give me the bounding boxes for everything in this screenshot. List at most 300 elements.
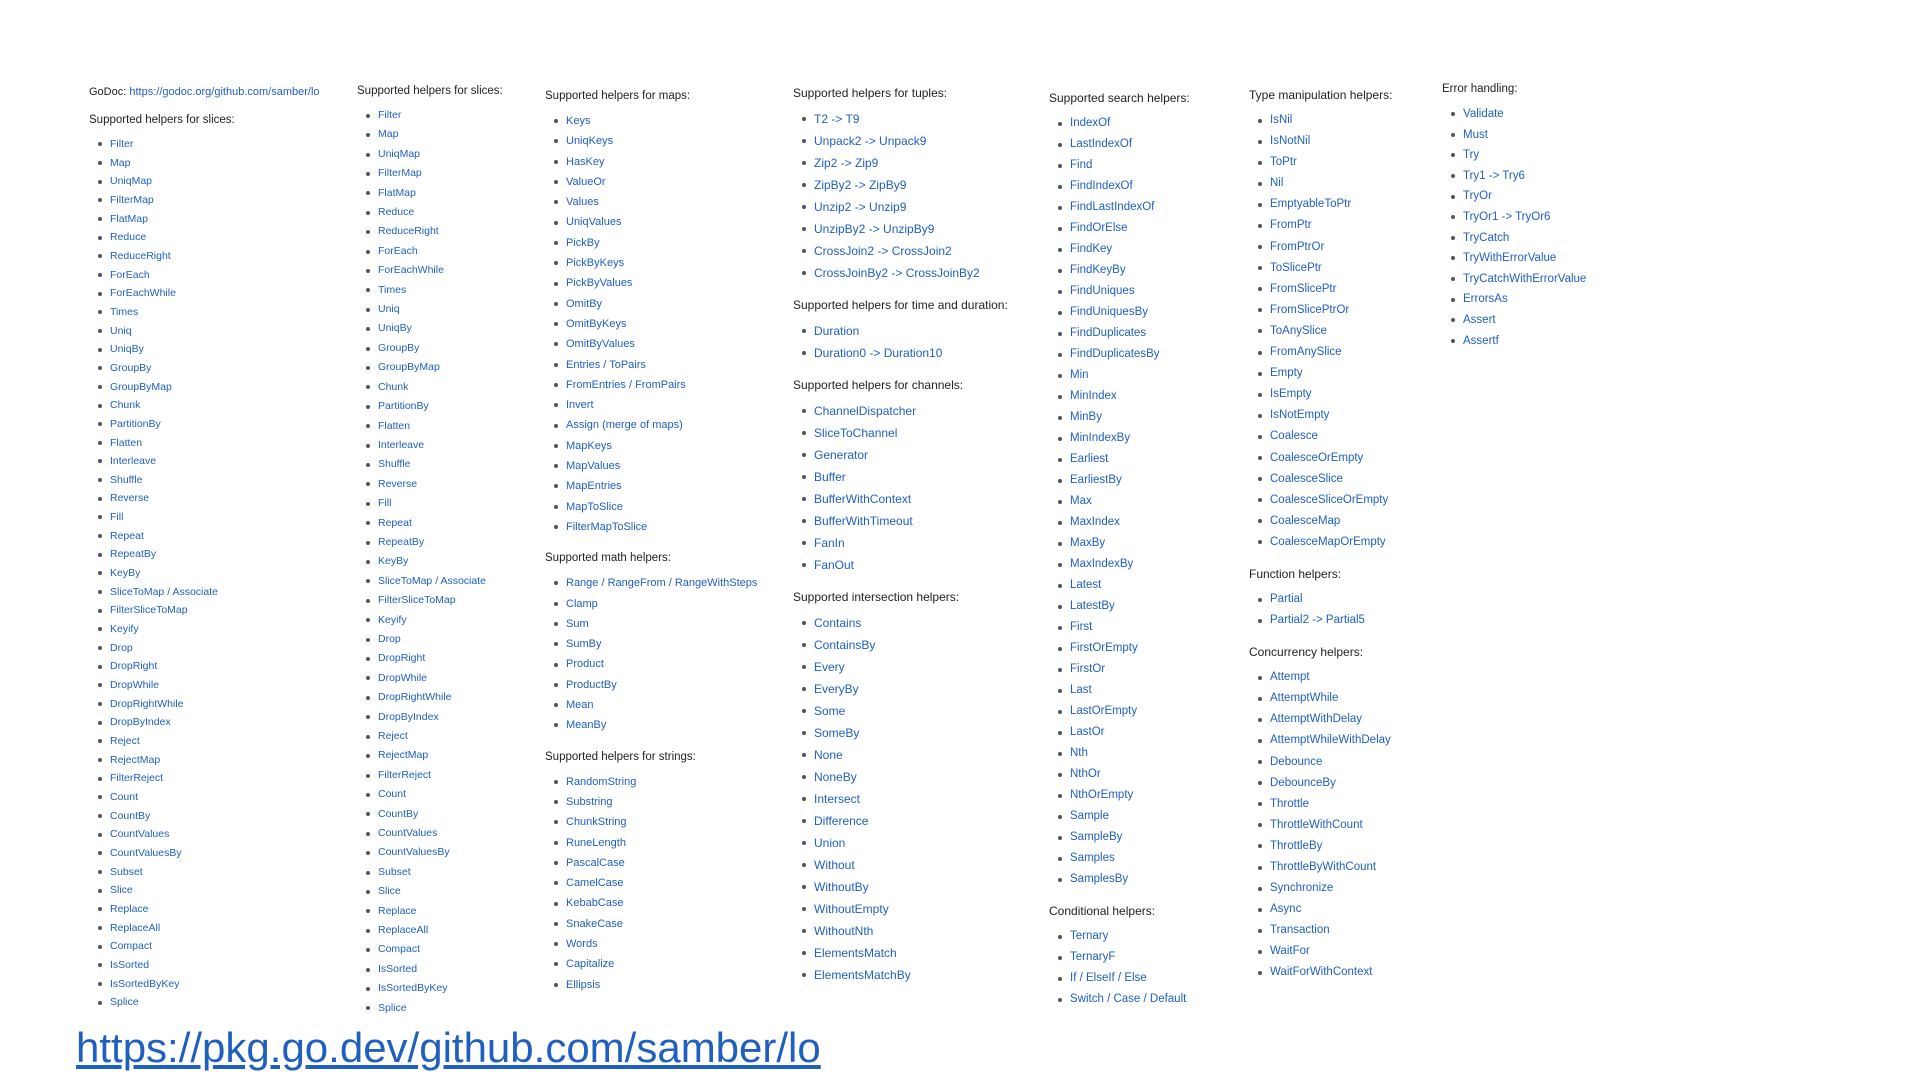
helper-link-interleave[interactable]: Interleave (110, 455, 157, 468)
helper-link-issortedbykey[interactable]: IsSortedByKey (378, 982, 448, 995)
helper-link-maxindex[interactable]: MaxIndex (1070, 516, 1120, 528)
helper-link-fromanyslice[interactable]: FromAnySlice (1270, 346, 1342, 359)
helper-link-fill[interactable]: Fill (110, 511, 124, 524)
helper-link-valueor[interactable]: ValueOr (566, 175, 606, 188)
helper-link-tryor1-tryor6[interactable]: TryOr1 -> TryOr6 (1463, 210, 1551, 223)
helper-link-withoutnth[interactable]: WithoutNth (814, 924, 874, 938)
helper-link-entries-topairs[interactable]: Entries / ToPairs (566, 358, 646, 371)
helper-link-reverse[interactable]: Reverse (378, 477, 418, 490)
helper-link-everyby[interactable]: EveryBy (814, 682, 859, 696)
list-item (98, 620, 320, 639)
helper-link-foreach[interactable]: ForEach (378, 244, 418, 257)
helper-link-maptoslice[interactable]: MapToSlice (566, 500, 623, 513)
helper-link-times[interactable]: Times (378, 283, 407, 296)
helper-link-tosliceptr[interactable]: ToSlicePtr (1270, 261, 1322, 274)
helper-link-zip2-zip9[interactable]: Zip2 -> Zip9 (814, 156, 879, 170)
helper-link-countvalues[interactable]: CountValues (378, 827, 438, 840)
helper-link-dropwhile[interactable]: DropWhile (110, 679, 160, 692)
helper-link-t2-t9[interactable]: T2 -> T9 (814, 112, 860, 126)
list-item (802, 810, 1008, 832)
helper-link-throttlewithcount[interactable]: ThrottleWithCount (1270, 818, 1363, 831)
helper-link-interleave[interactable]: Interleave (378, 438, 425, 451)
helper-link-try[interactable]: Try (1463, 149, 1480, 162)
helper-link-reduce[interactable]: Reduce (110, 231, 147, 244)
helper-link-intersect[interactable]: Intersect (814, 792, 861, 806)
helper-link-errorsas[interactable]: ErrorsAs (1463, 293, 1508, 306)
helper-link-foreachwhile[interactable]: ForEachWhile (110, 287, 176, 300)
helper-link-duration0-duration10[interactable]: Duration0 -> Duration10 (814, 346, 943, 360)
helper-link-map[interactable]: Map (378, 128, 399, 141)
helper-link-dropright[interactable]: DropRight (110, 660, 158, 673)
helper-link-countby[interactable]: CountBy (110, 809, 151, 822)
helper-link-coalesce[interactable]: Coalesce (1270, 430, 1318, 443)
helper-link-earliest[interactable]: Earliest (1070, 453, 1109, 465)
helper-link-reduce[interactable]: Reduce (378, 206, 415, 219)
helper-link-crossjoinby2-crossjoinby2[interactable]: CrossJoinBy2 -> CrossJoinBy2 (814, 266, 980, 280)
helper-link-sample[interactable]: Sample (1070, 810, 1109, 822)
helper-link-trycatchwitherrorvalue[interactable]: TryCatchWithErrorValue (1463, 272, 1587, 285)
list-item (1258, 237, 1392, 258)
helper-link-sampleby[interactable]: SampleBy (1070, 831, 1123, 843)
helper-link-findduplicates[interactable]: FindDuplicates (1070, 327, 1147, 339)
list-item (1258, 857, 1392, 878)
list-item (554, 415, 757, 435)
helper-link-findorelse[interactable]: FindOrElse (1070, 222, 1128, 234)
list-item (1058, 533, 1190, 554)
helper-link-fill[interactable]: Fill (378, 497, 392, 510)
helper-link-flatmap[interactable]: FlatMap (378, 186, 416, 199)
helper-link-pickbyvalues[interactable]: PickByValues (566, 277, 633, 290)
list-item (1058, 722, 1190, 743)
helper-link-flatmap[interactable]: FlatMap (110, 212, 148, 225)
helper-link-shuffle[interactable]: Shuffle (110, 473, 143, 486)
helper-link-slice[interactable]: Slice (110, 884, 133, 897)
helper-link-replace[interactable]: Replace (110, 902, 149, 915)
helper-link-debounceby[interactable]: DebounceBy (1270, 776, 1336, 789)
helper-link-findindexof[interactable]: FindIndexOf (1070, 180, 1133, 192)
helper-link-map[interactable]: Map (110, 156, 131, 169)
helper-link-replace[interactable]: Replace (378, 904, 417, 917)
list-item (1058, 659, 1190, 680)
helper-link-attemptwithdelay[interactable]: AttemptWithDelay (1270, 713, 1363, 726)
helper-link-buffer[interactable]: Buffer (814, 470, 846, 484)
helper-link-partitionby[interactable]: PartitionBy (110, 417, 161, 430)
helper-link-partial[interactable]: Partial (1270, 592, 1303, 605)
helper-link-nil[interactable]: Nil (1270, 177, 1284, 190)
helper-link-ternary[interactable]: Ternary (1070, 930, 1109, 942)
helper-link-unzipby2-unzipby9[interactable]: UnzipBy2 -> UnzipBy9 (814, 222, 935, 236)
helper-link-nthor[interactable]: NthOr (1070, 768, 1101, 780)
helper-link-fromentries-frompairs[interactable]: FromEntries / FromPairs (566, 378, 686, 391)
column-7 (1442, 82, 1586, 365)
helper-link-ellipsis[interactable]: Ellipsis (566, 978, 601, 991)
helper-link-kebabcase[interactable]: KebabCase (566, 897, 624, 910)
helper-link-groupbymap[interactable]: GroupByMap (110, 380, 172, 393)
helper-link-fromsliceptr[interactable]: FromSlicePtr (1270, 282, 1337, 295)
helper-link-dropright[interactable]: DropRight (378, 652, 426, 665)
helper-link-filtermaptoslice[interactable]: FilterMapToSlice (566, 520, 648, 533)
helper-link-fromptror[interactable]: FromPtrOr (1270, 240, 1325, 253)
helper-link-countby[interactable]: CountBy (378, 807, 419, 820)
helper-link-compact[interactable]: Compact (110, 940, 153, 953)
helper-link-union[interactable]: Union (814, 836, 846, 850)
helper-link-camelcase[interactable]: CamelCase (566, 877, 624, 890)
helper-link-findduplicatesby[interactable]: FindDuplicatesBy (1070, 348, 1160, 360)
helper-link-reject[interactable]: Reject (110, 735, 140, 747)
helper-link-finduniquesby[interactable]: FindUniquesBy (1070, 306, 1148, 318)
helper-link-unpack2-unpack9[interactable]: Unpack2 -> Unpack9 (814, 134, 927, 148)
helper-link-slice[interactable]: Slice (378, 885, 401, 898)
helper-link-foreachwhile[interactable]: ForEachWhile (378, 264, 444, 277)
helper-link-trycatch[interactable]: TryCatch (1463, 231, 1510, 244)
helper-link-substring[interactable]: Substring (566, 795, 613, 808)
helper-link-try1-try6[interactable]: Try1 -> Try6 (1463, 169, 1525, 182)
helper-link-without[interactable]: Without (814, 858, 855, 872)
helper-link-runelength[interactable]: RuneLength (566, 836, 626, 849)
helper-link-partitionby[interactable]: PartitionBy (378, 400, 429, 413)
list-item (1058, 617, 1190, 638)
helper-link-keys[interactable]: Keys (566, 115, 591, 127)
helper-link-mean[interactable]: Mean (566, 699, 594, 712)
helper-link-countvaluesby[interactable]: CountValuesBy (110, 846, 182, 859)
list-item (1058, 323, 1190, 344)
helper-link-zipby2-zipby9[interactable]: ZipBy2 -> ZipBy9 (814, 178, 907, 192)
helper-link-words[interactable]: Words (566, 937, 598, 950)
helper-link-isnotnil[interactable]: IsNotNil (1270, 135, 1311, 148)
helper-link-uniqvalues[interactable]: UniqValues (566, 216, 622, 229)
helper-link-findkeyby[interactable]: FindKeyBy (1070, 264, 1126, 276)
helper-link-slicetomap-associate[interactable]: SliceToMap / Associate (378, 574, 486, 587)
helper-link-async[interactable]: Async (1270, 903, 1302, 916)
helper-link-times[interactable]: Times (110, 305, 139, 318)
helper-link-some[interactable]: Some (814, 704, 846, 718)
list-item (1058, 764, 1190, 785)
helper-link-difference[interactable]: Difference (814, 814, 869, 828)
helper-link-must[interactable]: Must (1463, 128, 1488, 141)
helper-link-fromptr[interactable]: FromPtr (1270, 219, 1312, 232)
helper-link-bufferwithtimeout[interactable]: BufferWithTimeout (814, 514, 913, 528)
helper-link-withoutempty[interactable]: WithoutEmpty (814, 902, 889, 916)
helper-link-repeat[interactable]: Repeat (378, 516, 412, 529)
helper-link-issorted[interactable]: IsSorted (378, 962, 418, 975)
section-heading: Supported helpers for slices: (357, 85, 503, 97)
helper-link-shuffle[interactable]: Shuffle (378, 458, 411, 471)
helper-link-crossjoin2-crossjoin2[interactable]: CrossJoin2 -> CrossJoin2 (814, 244, 952, 258)
helper-link-trywitherrorvalue[interactable]: TryWithErrorValue (1463, 252, 1557, 265)
helper-link-filterslicetomap[interactable]: FilterSliceToMap (110, 604, 188, 617)
helper-link-lastindexof[interactable]: LastIndexOf (1070, 138, 1133, 150)
helper-link-noneby[interactable]: NoneBy (814, 770, 857, 784)
helper-link-uniqmap[interactable]: UniqMap (378, 147, 421, 160)
helper-link-attempt[interactable]: Attempt (1270, 671, 1310, 684)
helper-link-count[interactable]: Count (110, 790, 139, 803)
helper-link-pickby[interactable]: PickBy (566, 236, 600, 249)
helper-link-issortedbykey[interactable]: IsSortedByKey (110, 977, 180, 990)
list-item (802, 466, 1008, 488)
helper-link-containsby[interactable]: ContainsBy (814, 638, 876, 652)
helper-link-coalescemaporempty[interactable]: CoalesceMapOrEmpty (1270, 535, 1386, 548)
list-item (366, 455, 503, 474)
helper-link-coalesceslice[interactable]: CoalesceSlice (1270, 472, 1343, 485)
helper-link-indexof[interactable]: IndexOf (1070, 117, 1111, 129)
helper-link-filtermap[interactable]: FilterMap (378, 167, 422, 180)
helper-link-throttleby[interactable]: ThrottleBy (1270, 839, 1323, 852)
helper-link-mapkeys[interactable]: MapKeys (566, 439, 612, 452)
helper-link-subset[interactable]: Subset (110, 865, 143, 878)
helper-link-emptyabletoptr[interactable]: EmptyableToPtr (1270, 198, 1352, 211)
helper-link-omitbyvalues[interactable]: OmitByValues (566, 338, 635, 351)
helper-link-mapvalues[interactable]: MapValues (566, 460, 621, 473)
helper-link-filtermap[interactable]: FilterMap (110, 193, 154, 206)
helper-link-none[interactable]: None (814, 748, 843, 762)
helper-link-toanyslice[interactable]: ToAnySlice (1270, 324, 1327, 337)
helper-link-uniq[interactable]: Uniq (110, 324, 132, 337)
helper-link-replaceall[interactable]: ReplaceAll (110, 921, 161, 934)
helper-link-channeldispatcher[interactable]: ChannelDispatcher (814, 404, 917, 418)
helper-link-reject[interactable]: Reject (378, 730, 408, 742)
helper-link-chunk[interactable]: Chunk (378, 380, 409, 393)
helper-link-findkey[interactable]: FindKey (1070, 243, 1113, 255)
helper-link-omitbykeys[interactable]: OmitByKeys (566, 317, 627, 330)
helper-link-lastorempty[interactable]: LastOrEmpty (1070, 705, 1138, 717)
helper-link-haskey[interactable]: HasKey (566, 155, 605, 168)
helper-link-reduceright[interactable]: ReduceRight (378, 225, 439, 238)
list-item (366, 902, 503, 921)
helper-link-nthorempty[interactable]: NthOrEmpty (1070, 789, 1134, 801)
helper-link-find[interactable]: Find (1070, 159, 1093, 171)
helper-link-issorted[interactable]: IsSorted (110, 958, 150, 971)
helper-link-max[interactable]: Max (1070, 495, 1092, 507)
helper-link-keyby[interactable]: KeyBy (110, 567, 141, 580)
helper-link-isempty[interactable]: IsEmpty (1270, 388, 1312, 401)
helper-link-meanby[interactable]: MeanBy (566, 719, 607, 732)
helper-link-uniqkeys[interactable]: UniqKeys (566, 135, 614, 148)
godoc-link[interactable]: https://godoc.org/github.com/samber/lo (129, 86, 320, 98)
helper-link-sumby[interactable]: SumBy (566, 638, 602, 651)
helper-link-count[interactable]: Count (378, 788, 407, 801)
helper-link-keyify[interactable]: Keyify (378, 613, 407, 626)
helper-link-snakecase[interactable]: SnakeCase (566, 917, 623, 930)
helper-link-minindexby[interactable]: MinIndexBy (1070, 432, 1131, 444)
list-item (1258, 815, 1392, 836)
helper-link-generator[interactable]: Generator (814, 448, 869, 462)
helper-link-elementsmatch[interactable]: ElementsMatch (814, 946, 897, 960)
helper-link-firstorempty[interactable]: FirstOrEmpty (1070, 642, 1138, 654)
helper-link-filterreject[interactable]: FilterReject (378, 768, 432, 781)
helper-link-coalescesliceorempty[interactable]: CoalesceSliceOrEmpty (1270, 493, 1389, 506)
helper-link-isnil[interactable]: IsNil (1270, 114, 1293, 126)
helper-link-assertf[interactable]: Assertf (1463, 334, 1499, 347)
helper-link-sum[interactable]: Sum (566, 617, 589, 630)
helper-link-empty[interactable]: Empty (1270, 367, 1303, 380)
helper-link-filter[interactable]: Filter (378, 109, 402, 121)
helper-link-throttlebywithcount[interactable]: ThrottleByWithCount (1270, 861, 1377, 873)
helper-link-slicetomap-associate[interactable]: SliceToMap / Associate (110, 585, 218, 598)
list-item (554, 853, 757, 873)
helper-link-first[interactable]: First (1070, 621, 1093, 633)
helper-link-firstor[interactable]: FirstOr (1070, 663, 1106, 675)
helper-link-every[interactable]: Every (814, 660, 845, 674)
footer-link[interactable]: https://pkg.go.dev/github.com/samber/lo (76, 1024, 821, 1071)
helper-link-lastor[interactable]: LastOr (1070, 726, 1105, 738)
list-item (98, 657, 320, 676)
list-item (366, 436, 503, 455)
helper-link-elementsmatchby[interactable]: ElementsMatchBy (814, 968, 911, 982)
godoc-line (89, 86, 320, 98)
helper-link-countvalues[interactable]: CountValues (110, 828, 170, 841)
helper-link-repeatby[interactable]: RepeatBy (110, 548, 157, 561)
helper-link-coalescemap[interactable]: CoalesceMap (1270, 514, 1341, 527)
helper-link-filter[interactable]: Filter (110, 138, 134, 150)
helper-link-dropbyindex[interactable]: DropByIndex (378, 710, 439, 723)
helper-link-bufferwithcontext[interactable]: BufferWithContext (814, 492, 912, 506)
helper-link-rejectmap[interactable]: RejectMap (110, 753, 161, 766)
helper-link-latest[interactable]: Latest (1070, 579, 1102, 591)
helper-link-uniqby[interactable]: UniqBy (110, 343, 144, 356)
helper-link-last[interactable]: Last (1070, 684, 1092, 696)
helper-link-attemptwhilewithdelay[interactable]: AttemptWhileWithDelay (1270, 734, 1391, 747)
helper-link-randomstring[interactable]: RandomString (566, 775, 637, 788)
helper-link-splice[interactable]: Splice (110, 996, 139, 1009)
section-heading: Supported search helpers: (1049, 91, 1190, 105)
list-item (366, 669, 503, 688)
helper-link-values[interactable]: Values (566, 196, 599, 209)
helper-link-maxindexby[interactable]: MaxIndexBy (1070, 558, 1134, 570)
helper-link-dropbyindex[interactable]: DropByIndex (110, 716, 171, 729)
helper-link-filterslicetomap[interactable]: FilterSliceToMap (378, 594, 456, 607)
helper-link-chunkstring[interactable]: ChunkString (566, 816, 627, 829)
list-item (1058, 743, 1190, 764)
helper-link-groupbymap[interactable]: GroupByMap (378, 361, 440, 374)
helper-link-finduniques[interactable]: FindUniques (1070, 285, 1135, 297)
helper-link-duration[interactable]: Duration (814, 324, 860, 338)
helper-link-assert[interactable]: Assert (1463, 313, 1496, 326)
helper-link-uniq[interactable]: Uniq (378, 303, 400, 316)
helper-link-coalesceorempty[interactable]: CoalesceOrEmpty (1270, 451, 1364, 464)
list-item (802, 678, 1008, 700)
helper-link-productby[interactable]: ProductBy (566, 678, 617, 691)
helper-link-foreach[interactable]: ForEach (110, 268, 150, 281)
helper-link-toptr[interactable]: ToPtr (1270, 156, 1297, 169)
helper-link-subset[interactable]: Subset (378, 865, 411, 878)
helper-link-replaceall[interactable]: ReplaceAll (378, 924, 429, 937)
section-heading: Supported intersection helpers: (793, 590, 960, 604)
helper-link-keyify[interactable]: Keyify (110, 623, 139, 636)
helper-link-minindex[interactable]: MinIndex (1070, 390, 1117, 402)
helper-link-drop[interactable]: Drop (378, 632, 401, 645)
helper-link-validate[interactable]: Validate (1463, 108, 1504, 120)
helper-list (1249, 110, 1392, 553)
list-item (1451, 289, 1586, 310)
helper-link-samplesby[interactable]: SamplesBy (1070, 873, 1129, 885)
helper-link-assign-merge-of-maps[interactable]: Assign (merge of maps) (566, 419, 683, 432)
helper-link-repeatby[interactable]: RepeatBy (378, 535, 425, 548)
helper-link-waitforwithcontext[interactable]: WaitForWithContext (1270, 966, 1373, 979)
helper-link-synchronize[interactable]: Synchronize (1270, 882, 1334, 895)
helper-link-slicetochannel[interactable]: SliceToChannel (814, 426, 898, 440)
helper-link-attemptwhile[interactable]: AttemptWhile (1270, 692, 1339, 705)
helper-link-reverse[interactable]: Reverse (110, 492, 150, 505)
helper-link-debounce[interactable]: Debounce (1270, 755, 1323, 768)
helper-link-repeat[interactable]: Repeat (110, 529, 144, 542)
helper-link-compact[interactable]: Compact (378, 943, 421, 956)
helper-link-ternaryf[interactable]: TernaryF (1070, 951, 1116, 963)
helper-link-if-elseif-else[interactable]: If / ElseIf / Else (1070, 972, 1147, 984)
helper-link-unzip2-unzip9[interactable]: Unzip2 -> Unzip9 (814, 200, 907, 214)
helper-link-contains[interactable]: Contains (814, 616, 862, 630)
helper-link-withoutby[interactable]: WithoutBy (814, 880, 869, 894)
helper-link-groupby[interactable]: GroupBy (378, 341, 420, 354)
helper-link-droprightwhile[interactable]: DropRightWhile (110, 697, 184, 710)
helper-link-omitby[interactable]: OmitBy (566, 297, 603, 310)
helper-link-flatten[interactable]: Flatten (110, 436, 143, 449)
helper-link-transaction[interactable]: Transaction (1270, 924, 1330, 937)
helper-link-invert[interactable]: Invert (566, 399, 594, 412)
helper-link-latestby[interactable]: LatestBy (1070, 600, 1115, 612)
helper-link-min[interactable]: Min (1070, 369, 1089, 381)
helper-link-uniqby[interactable]: UniqBy (378, 322, 412, 335)
helper-link-isnotempty[interactable]: IsNotEmpty (1270, 409, 1330, 422)
helper-link-droprightwhile[interactable]: DropRightWhile (378, 691, 452, 704)
helper-link-filterreject[interactable]: FilterReject (110, 772, 164, 785)
helper-link-rejectmap[interactable]: RejectMap (378, 749, 429, 762)
helper-link-drop[interactable]: Drop (110, 641, 133, 654)
helper-link-findlastindexof[interactable]: FindLastIndexOf (1070, 201, 1155, 213)
list-item (802, 488, 1008, 510)
list-item (1451, 310, 1586, 331)
helper-link-groupby[interactable]: GroupBy (110, 361, 152, 374)
list-item (366, 552, 503, 571)
helper-link-waitfor[interactable]: WaitFor (1270, 945, 1310, 958)
helper-link-reduceright[interactable]: ReduceRight (110, 249, 171, 262)
helper-link-countvaluesby[interactable]: CountValuesBy (378, 846, 450, 859)
list-item (1258, 469, 1392, 490)
helper-link-range-rangefrom-rangewithsteps[interactable]: Range / RangeFrom / RangeWithSteps (566, 577, 758, 590)
helper-link-keyby[interactable]: KeyBy (378, 555, 409, 568)
helper-link-maxby[interactable]: MaxBy (1070, 537, 1106, 549)
helper-link-throttle[interactable]: Throttle (1270, 797, 1309, 810)
helper-link-splice[interactable]: Splice (378, 1001, 407, 1014)
helper-link-mapentries[interactable]: MapEntries (566, 480, 622, 493)
helper-link-partial2-partial5[interactable]: Partial2 -> Partial5 (1270, 614, 1365, 627)
helper-link-product[interactable]: Product (566, 658, 604, 671)
list-item (98, 937, 320, 956)
helper-link-dropwhile[interactable]: DropWhile (378, 671, 428, 684)
helper-link-pascalcase[interactable]: PascalCase (566, 856, 625, 869)
helper-link-samples[interactable]: Samples (1070, 852, 1115, 864)
list-item (554, 395, 757, 415)
helper-link-pickbykeys[interactable]: PickByKeys (566, 257, 625, 270)
helper-link-nth[interactable]: Nth (1070, 747, 1088, 759)
helper-link-capitalize[interactable]: Capitalize (566, 958, 615, 971)
helper-link-earliestby[interactable]: EarliestBy (1070, 474, 1122, 486)
helper-link-tryor[interactable]: TryOr (1463, 190, 1492, 203)
helper-link-uniqmap[interactable]: UniqMap (110, 175, 153, 188)
section-heading: Supported helpers for slices: (89, 114, 235, 126)
helper-link-flatten[interactable]: Flatten (378, 419, 411, 432)
helper-link-minby[interactable]: MinBy (1070, 411, 1102, 423)
helper-link-switch-case-default[interactable]: Switch / Case / Default (1070, 993, 1187, 1005)
list-item (366, 514, 503, 533)
helper-link-chunk[interactable]: Chunk (110, 399, 141, 412)
helper-link-fanout[interactable]: FanOut (814, 558, 855, 572)
list-item (1258, 709, 1392, 730)
helper-link-fromsliceptror[interactable]: FromSlicePtrOr (1270, 303, 1350, 316)
helper-link-someby[interactable]: SomeBy (814, 726, 860, 740)
list-item (802, 342, 1008, 364)
helper-link-clamp[interactable]: Clamp (566, 597, 598, 610)
helper-link-fanin[interactable]: FanIn (814, 536, 845, 550)
